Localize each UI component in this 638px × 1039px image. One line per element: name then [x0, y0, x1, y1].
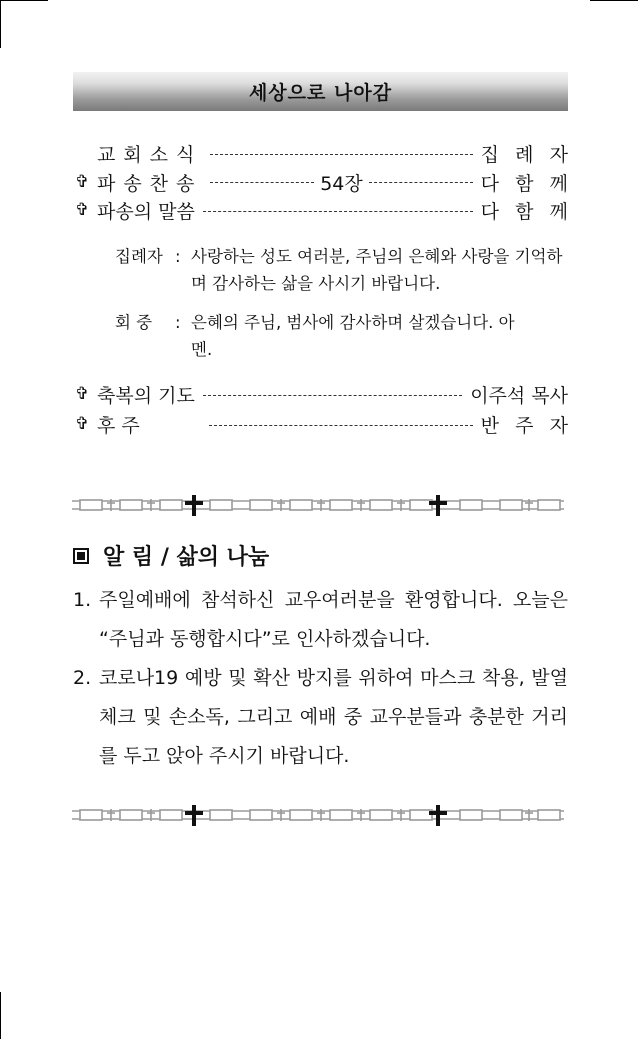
section-title: 세상으로 나아감: [248, 82, 393, 104]
order-row-sending-word: [75, 197, 585, 223]
order-row-postlude: [75, 411, 585, 437]
order-value: 반주자: [480, 414, 585, 437]
leader-dots: [209, 425, 473, 426]
large-cross-icon: [185, 495, 203, 516]
announcement-text: 주일예배에 참석하신 교우여러분을 환영합니다. 오늘은 “주님과 동행합시다”로 인사하겠습니다.: [99, 589, 568, 650]
announcement-text: 코로나19 예방 및 확산 방지를 위하여 마스크 착용, 발열체크 및 손소독, 그리고 예배 중 교우분들과 충분한 거리를 두고 앉아 주시기 바랍니다.: [99, 667, 568, 767]
announcement-number: 2.: [73, 667, 92, 689]
announcement-item: [73, 659, 568, 776]
announcement-item: [73, 581, 568, 659]
dialog-text: 은혜의 주님, 범사에 감사하며 살겠습니다. 아멘.: [191, 313, 515, 359]
order-label: 후 주: [97, 414, 140, 437]
crop-mark-top-right-h: [590, 0, 638, 1]
dialog-text: 사랑하는 성도 여러분, 주님의 은혜와 사랑을 기억하며 감사하는 삶을 사시기 바랍니다.: [191, 247, 563, 293]
decorative-divider: [72, 804, 564, 826]
leader-dots: [210, 169, 472, 196]
order-label: 파송찬송: [97, 172, 203, 195]
dialog-speaker: 회 중: [115, 313, 153, 332]
order-row-hymn: [75, 169, 585, 195]
order-row-benediction: [75, 381, 568, 407]
order-label: 교회소식: [97, 143, 203, 166]
order-label: 축복의 기도: [97, 384, 195, 407]
crop-mark-top-left-h: [0, 0, 48, 1]
announcement-number: 1.: [73, 589, 92, 611]
dialog-speaker: 집례자: [115, 247, 163, 266]
cross-icon: ✞: [75, 384, 90, 404]
order-label: 파송의 말씀: [97, 200, 195, 223]
dialog-colon: :: [175, 313, 181, 332]
square-bullet-icon: [73, 548, 89, 564]
leader-dots: [203, 211, 473, 212]
dialog-congregation: [115, 309, 531, 363]
cross-icon: ✞: [75, 200, 90, 220]
dialog-colon: :: [175, 247, 181, 266]
order-value: 다함께: [480, 172, 585, 195]
leader-dots: [203, 395, 462, 396]
announcements-heading: [73, 540, 269, 571]
order-value: 집례자: [480, 143, 585, 166]
hymn-number: 54장: [320, 172, 363, 195]
large-cross-icon: [185, 805, 203, 826]
order-row-church-news: [75, 140, 585, 166]
order-value: 다함께: [480, 200, 585, 223]
crop-mark-top-left: [0, 0, 1, 48]
leader-dots: [210, 154, 472, 155]
announcements-title: 알 림 / 삶의 나눔: [103, 545, 270, 570]
cross-icon: ✞: [75, 414, 90, 434]
section-header-bar: [73, 72, 568, 111]
order-value: 이주석 목사: [470, 384, 568, 407]
dialog-leader: [115, 243, 571, 297]
crop-mark-bottom-left: [0, 992, 1, 1039]
decorative-divider: [72, 494, 564, 516]
cross-icon: ✞: [75, 172, 90, 192]
